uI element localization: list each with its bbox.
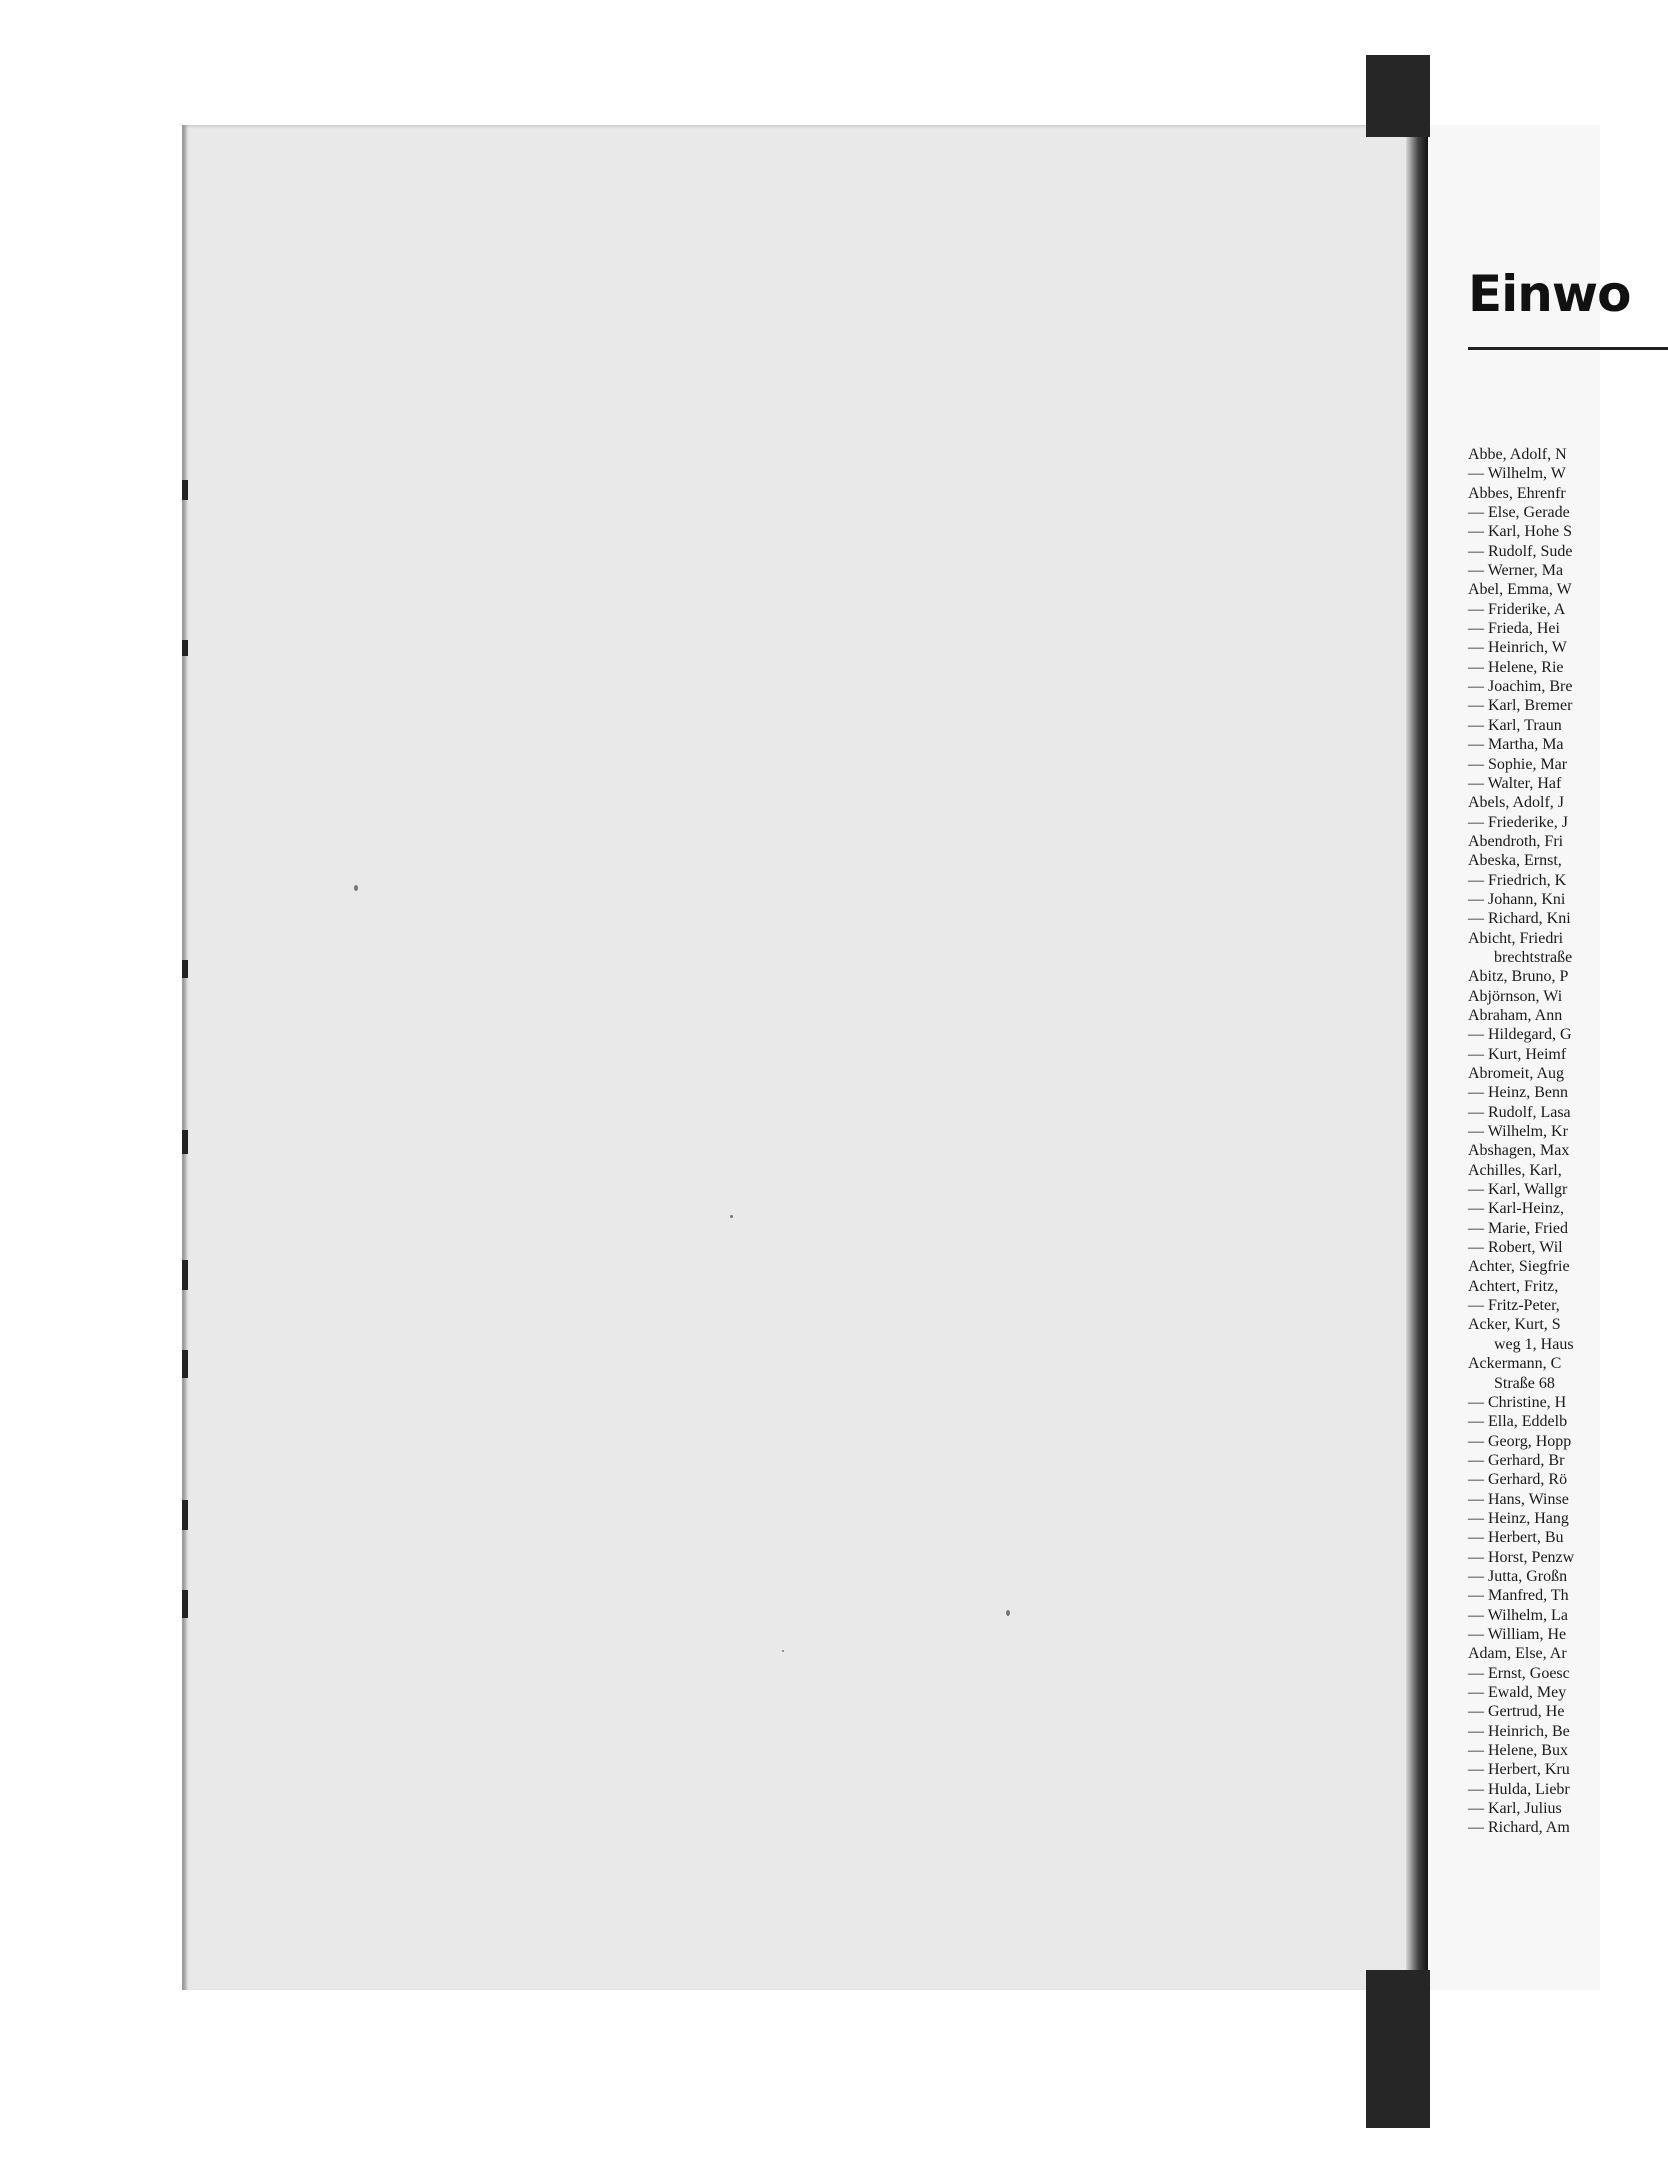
- list-item: Abitz, Bruno, P: [1468, 968, 1569, 986]
- list-item: — Rudolf, Lasa: [1468, 1103, 1571, 1121]
- list-item: — Karl, Bremer: [1468, 697, 1573, 715]
- list-item: Straße 68: [1494, 1374, 1555, 1392]
- directory-page: [1428, 125, 1631, 1990]
- list-item: — Hans, Winse: [1468, 1490, 1569, 1508]
- list-item: Abicht, Friedri: [1468, 929, 1564, 947]
- list-item: Abraham, Ann: [1468, 1006, 1563, 1024]
- list-item: — Wilhelm, La: [1468, 1606, 1568, 1624]
- page-edge-mark: [182, 1590, 188, 1618]
- page-edge-mark: [182, 1130, 188, 1154]
- list-item: — Heinrich, Be: [1468, 1722, 1570, 1740]
- list-item: Acker, Kurt, S: [1468, 1316, 1561, 1334]
- page-edge-mark: [182, 640, 188, 656]
- list-item: — Horst, Penzw: [1468, 1548, 1575, 1566]
- page-edge-mark: [182, 1260, 188, 1290]
- list-item: — Richard, Kni: [1468, 910, 1571, 928]
- list-item: — Wilhelm, W: [1468, 465, 1566, 483]
- list-item: — Herbert, Kru: [1468, 1761, 1570, 1779]
- list-item: — Ewald, Mey: [1468, 1684, 1567, 1701]
- list-item: Abjörnson, Wi: [1468, 987, 1563, 1005]
- list-item: — Gerhard, Rö: [1468, 1471, 1568, 1489]
- list-item: — Karl, Traun: [1468, 716, 1562, 734]
- list-item: — Heinz, Benn: [1468, 1084, 1568, 1102]
- list-item: — Fritz-Peter,: [1468, 1297, 1560, 1315]
- list-item: — Else, Gerade: [1468, 504, 1570, 522]
- list-item: Ackermann, C: [1468, 1355, 1562, 1373]
- heading-rule: [1468, 347, 1668, 350]
- list-item: — Jutta, Großn: [1468, 1567, 1568, 1585]
- list-item: — Karl, Wallgr: [1468, 1181, 1568, 1199]
- list-item: brechtstraße: [1494, 948, 1573, 966]
- list-item: Abromeit, Aug: [1468, 1065, 1564, 1082]
- list-item: — Hildegard, G: [1468, 1026, 1572, 1044]
- list-item: Abeska, Ernst,: [1468, 852, 1562, 870]
- page-edge-mark: [182, 960, 188, 978]
- list-item: Abbe, Adolf, N: [1468, 446, 1567, 463]
- list-item: — Ella, Eddelb: [1468, 1413, 1568, 1431]
- list-item: — Wilhelm, Kr: [1468, 1123, 1568, 1141]
- list-item: Abshagen, Max: [1468, 1142, 1570, 1160]
- bookmark-ribbon-bottom: [1366, 1970, 1430, 2128]
- list-item: — Gerhard, Br: [1468, 1451, 1565, 1469]
- list-item: — Werner, Ma: [1468, 562, 1564, 580]
- list-item: — Richard, Am: [1468, 1819, 1570, 1837]
- page-edge-mark: [182, 1500, 188, 1530]
- list-item: — Friedrich, K: [1468, 871, 1567, 889]
- list-item: — Karl, Julius: [1468, 1800, 1562, 1818]
- dust-speck: [354, 885, 358, 891]
- page-edge-mark: [182, 1350, 188, 1378]
- list-item: — Marie, Fried: [1468, 1219, 1568, 1237]
- list-item: — Helene, Rie: [1468, 658, 1564, 676]
- list-item: Abbes, Ehrenfr: [1468, 484, 1566, 502]
- list-item: — Hulda, Liebr: [1468, 1780, 1570, 1798]
- list-item: — Frieda, Hei: [1468, 620, 1560, 638]
- list-item: — Karl-Heinz,: [1468, 1200, 1564, 1218]
- list-item: weg 1, Haus: [1494, 1335, 1574, 1353]
- list-item: — Robert, Wil: [1468, 1239, 1563, 1257]
- page-edge-mark: [182, 480, 188, 500]
- list-item: Achter, Siegfrie: [1468, 1258, 1570, 1276]
- list-item: — Friederike, J: [1468, 813, 1568, 831]
- list-item: — Joachim, Bre: [1468, 678, 1573, 696]
- list-item: — Gertrud, He: [1468, 1703, 1565, 1721]
- list-item: Achilles, Karl,: [1468, 1161, 1562, 1179]
- list-item: — Heinrich, W: [1468, 639, 1567, 657]
- list-item: — Herbert, Bu: [1468, 1529, 1564, 1547]
- list-item: Abels, Adolf, J: [1468, 794, 1564, 812]
- list-item: Abel, Emma, W: [1468, 581, 1572, 599]
- list-item: — Manfred, Th: [1468, 1587, 1569, 1605]
- list-item: — Georg, Hopp: [1468, 1432, 1572, 1450]
- list-item: — Karl, Hohe S: [1468, 523, 1572, 541]
- dust-speck: [1006, 1610, 1010, 1616]
- bookmark-ribbon-top: [1366, 55, 1430, 137]
- list-item: — Ernst, Goesc: [1468, 1664, 1570, 1682]
- resident-list: [1468, 445, 1574, 1838]
- list-item: Achtert, Fritz,: [1468, 1277, 1559, 1295]
- list-item: — William, He: [1468, 1625, 1567, 1643]
- list-item: — Christine, H: [1468, 1393, 1567, 1411]
- list-item: — Sophie, Mar: [1468, 755, 1568, 773]
- dust-speck: [730, 1215, 733, 1218]
- list-item: — Rudolf, Sude: [1468, 542, 1573, 560]
- list-item: — Johann, Kni: [1468, 890, 1566, 908]
- page-heading: Einwo: [1468, 265, 1631, 323]
- list-item: — Friderike, A: [1468, 600, 1566, 618]
- book-gutter: [1406, 125, 1428, 1990]
- list-item: — Kurt, Heimf: [1468, 1045, 1567, 1063]
- list-item: Adam, Else, Ar: [1468, 1645, 1567, 1663]
- list-item: Abendroth, Fri: [1468, 832, 1564, 850]
- list-item: — Martha, Ma: [1468, 736, 1564, 754]
- list-item: — Heinz, Hang: [1468, 1509, 1569, 1527]
- list-item: — Walter, Haf: [1468, 774, 1562, 792]
- list-item: — Helene, Bux: [1468, 1742, 1568, 1760]
- dust-speck: [782, 1650, 784, 1652]
- blank-left-page: [182, 125, 1414, 1990]
